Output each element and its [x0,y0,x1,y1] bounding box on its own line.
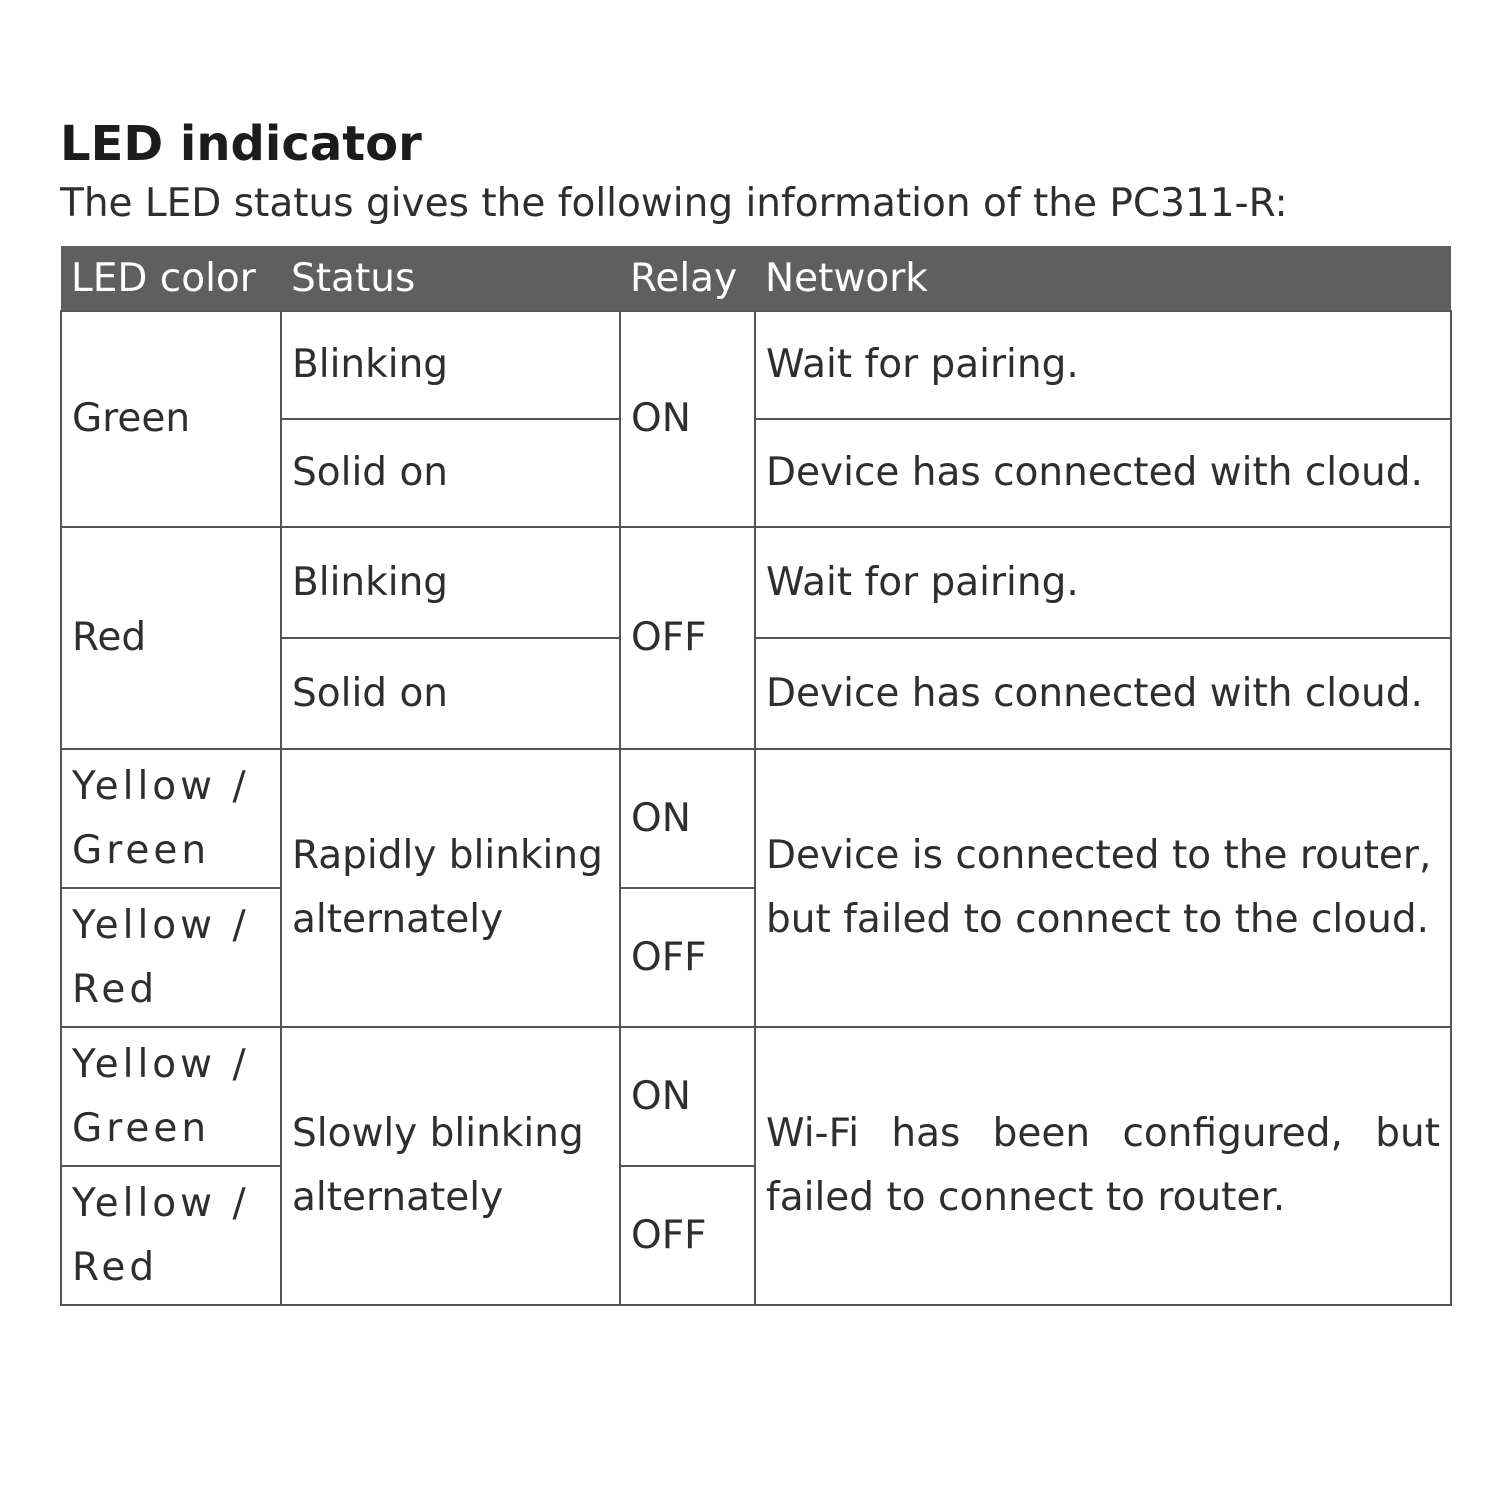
status-cell: Solid on [281,419,620,527]
header-led-color: LED color [61,246,281,310]
relay-cell: OFF [620,1166,755,1305]
status-text: Rapidly blinking alternately [292,833,603,942]
intro-text: The LED status gives the following information of the PC311-R: [60,181,1288,226]
status-cell [281,749,620,1027]
led-color-text: Yellow / Green [72,1041,250,1151]
network-text: Device is connected to the router, but failed to connect to the cloud. [766,833,1432,942]
table-row [61,311,1451,419]
table-header-row [61,246,1451,310]
led-color-text: Yellow / Red [72,902,250,1012]
led-color-text: Yellow / Green [72,763,250,873]
led-color-cell [61,888,281,1027]
status-cell: Solid on [281,638,620,749]
header-status: Status [281,246,620,310]
status-text: Slowly blinking alternately [292,1111,584,1220]
led-color-text: Yellow / Red [72,1180,250,1290]
relay-cell: ON [620,749,755,888]
led-indicator-table [60,246,1452,1306]
network-cell: Device has connected with cloud. [755,638,1451,749]
network-cell: Wait for pairing. [755,311,1451,419]
relay-cell: ON [620,1027,755,1166]
relay-cell: ON [620,311,755,527]
relay-cell: OFF [620,527,755,749]
status-cell [281,1027,620,1305]
table-row [61,1027,1451,1166]
table-row [61,527,1451,638]
header-network: Network [755,246,1451,310]
led-color-cell [61,749,281,888]
led-color-cell [61,1166,281,1305]
status-cell: Blinking [281,311,620,419]
led-color-cell [61,1027,281,1166]
relay-cell: OFF [620,888,755,1027]
table-row [61,749,1451,888]
page-title: LED indicator [60,116,422,172]
header-relay: Relay [620,246,755,310]
network-cell: Wait for pairing. [755,527,1451,638]
network-cell: Device has connected with cloud. [755,419,1451,527]
led-color-cell: Red [61,527,281,749]
network-cell [755,1027,1451,1305]
network-cell [755,749,1451,1027]
status-cell: Blinking [281,527,620,638]
network-text: Wi-Fi has been configured, but failed to connect to router. [766,1111,1440,1220]
led-color-cell: Green [61,311,281,527]
